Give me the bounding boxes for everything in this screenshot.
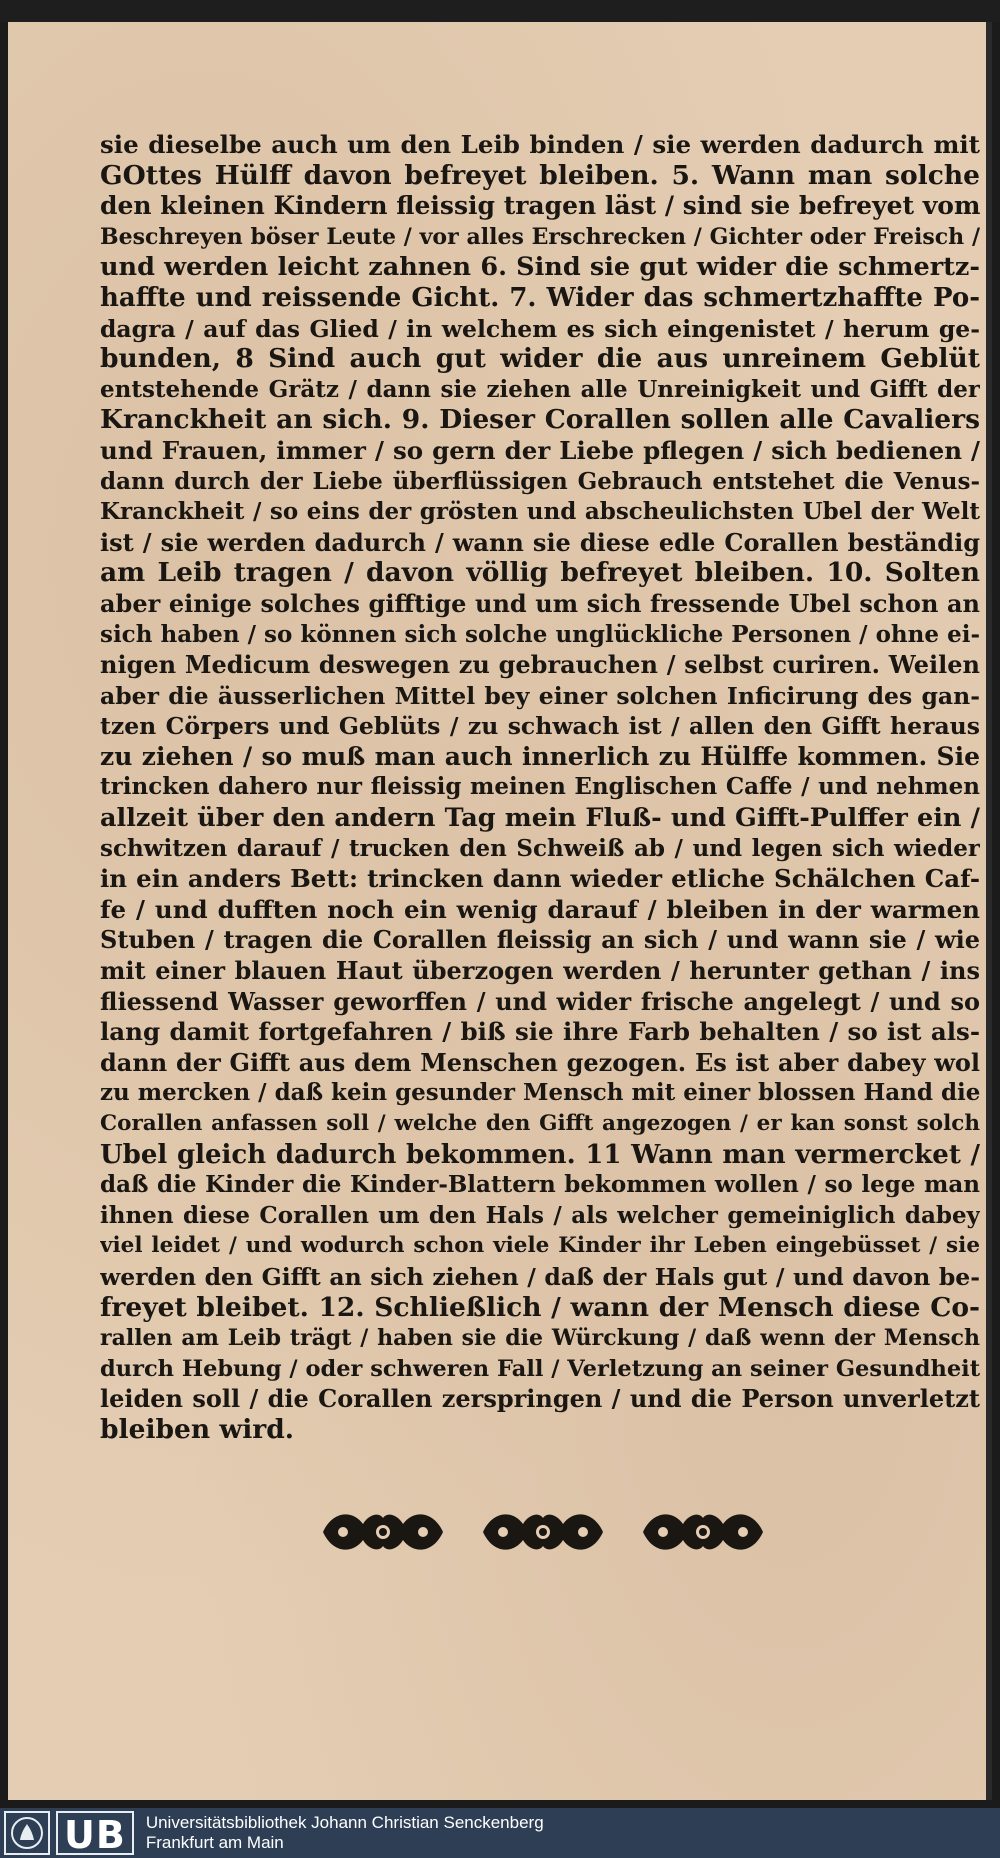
library-city: Frankfurt am Main [145, 1833, 284, 1852]
text-line: dann durch der Liebe überflüssigen Gebrauch entstehet die Venus- [100, 467, 980, 495]
text-line: sich haben / so können sich solche unglückliche Personen / ohne ei- [100, 620, 980, 648]
text-line: durch Hebung / oder schweren Fall / Verletzung an seiner Gesundheit [100, 1355, 980, 1382]
text-line: mit einer blauen Haut überzogen werden / herunter gethan / ins [100, 956, 980, 986]
text-line: Stuben / tragen die Corallen fleissig an sich / und wann sie / wie [100, 925, 980, 955]
text-line: sie dieselbe auch um den Leib binden / sie werden dadurch mit [100, 130, 980, 159]
text-line: Kranckheit / so eins der grösten und abscheulichsten Ubel der Welt [100, 498, 980, 526]
library-name [146, 1813, 544, 1853]
text-line: Ubel gleich dadurch bekommen. 11 Wann man vermercket / [100, 1139, 980, 1170]
text-line: rallen am Leib trägt / haben sie die Würckung / daß wenn der Mensch [100, 1325, 980, 1352]
text-line: dann der Gifft aus dem Menschen gezogen. Es ist aber dabey wol [100, 1047, 980, 1077]
text-line: und Frauen, immer / so gern der Liebe pflegen / sich bedienen / [100, 435, 980, 465]
text-line: ihnen diese Corallen um den Hals / als welcher gemeiniglich dabey [100, 1201, 980, 1229]
text-line: ist / sie werden dadurch / wann sie diese edle Corallen beständig [100, 527, 980, 557]
text-line: werden den Gifft an sich ziehen / daß der Hals gut / und davon be- [100, 1262, 980, 1291]
text-line: trincken dahero nur fleissig meinen Englischen Caffe / und nehmen [100, 773, 980, 801]
text-line: in ein anders Bett: trincken dann wieder etliche Schälchen Caf- [100, 864, 980, 894]
library-seal-icon [4, 1811, 50, 1855]
fleuron-ornament-1 [313, 1504, 453, 1560]
text-line: zu ziehen / so muß man auch innerlich zu Hülffe kommen. Sie [100, 741, 980, 771]
text-line: den kleinen Kindern fleissig tragen läst / sind sie befreyet vom [100, 191, 980, 221]
text-line: lang damit fortgefahren / biß sie ihre Farb behalten / so ist als- [100, 1017, 980, 1047]
text-line: haffte und reissende Gicht. 7. Wider das schmertzhaffte Po- [100, 282, 980, 313]
text-line: daß die Kinder die Kinder-Blattern bekommen wollen / so lege man [100, 1171, 980, 1199]
text-line: tzen Cörpers und Geblüts / zu schwach ist / allen den Gifft heraus [100, 712, 980, 741]
text-line: GOttes Hülff davon befreyet bleiben. 5. Wann man solche [100, 160, 980, 191]
text-line: aber einige solches gifftige und um sich fressende Ubel schon an [100, 588, 980, 618]
text-line: und werden leicht zahnen 6. Sind sie gut wider die schmertz- [100, 252, 980, 283]
body-text [100, 130, 980, 1446]
text-line: nigen Medicum deswegen zu gebrauchen / selbst curiren. Weilen [100, 650, 980, 680]
text-line: zu mercken / daß kein gesunder Mensch mit einer blossen Hand die [100, 1079, 980, 1107]
ornament-row [313, 1502, 773, 1562]
text-line: Corallen anfassen soll / welche den Gifft angezogen / er kan sonst solch [100, 1111, 980, 1136]
text-line: leiden soll / die Corallen zerspringen / und die Person unverletzt [100, 1384, 980, 1414]
top-scan-edge [0, 0, 1000, 22]
library-footer [0, 1808, 1000, 1858]
text-line: bleiben wird. [100, 1414, 295, 1445]
fleuron-ornament-2 [473, 1504, 613, 1560]
text-line: viel leidet / und wodurch schon viele Kinder ihr Leben eingebüsset / sie [100, 1233, 980, 1259]
text-line: allzeit über den andern Tag mein Fluß- und Gifft-Pulffer ein / [100, 803, 980, 834]
text-line: Beschreyen böser Leute / vor alles Erschrecken / Gichter oder Freisch / [100, 223, 980, 250]
text-line: fe / und dufften noch ein wenig darauf / bleiben in der warmen [100, 894, 980, 924]
text-line: aber die äusserlichen Mittel bey einer solchen Inficirung des gan- [100, 681, 980, 710]
text-line: bunden, 8 Sind auch gut wider die aus unreinem Geblüt [100, 344, 980, 375]
document-page [8, 22, 992, 1800]
text-line: Kranckheit an sich. 9. Dieser Corallen sollen alle Cavaliers [100, 405, 980, 436]
fleuron-ornament-3 [633, 1504, 773, 1560]
text-line: entstehende Grätz / dann sie ziehen alle Unreinigkeit und Gifft der [100, 375, 980, 403]
text-line: fliessend Wasser geworffen / und wider frische angelegt / und so [100, 986, 980, 1016]
text-line: schwitzen darauf / trucken den Schweiß ab / und legen sich wieder [100, 834, 980, 862]
text-line: am Leib tragen / davon völlig befreyet bleiben. 10. Solten [100, 558, 980, 589]
library-institution: Universitätsbibliothek Johann Christian Senckenberg [145, 1813, 544, 1832]
library-logo-ub: UB [56, 1811, 134, 1855]
text-line: dagra / auf das Glied / in welchem es sich eingenistet / herum ge- [100, 314, 980, 343]
text-line: freyet bleibet. 12. Schließlich / wann der Mensch diese Co- [100, 1292, 980, 1323]
